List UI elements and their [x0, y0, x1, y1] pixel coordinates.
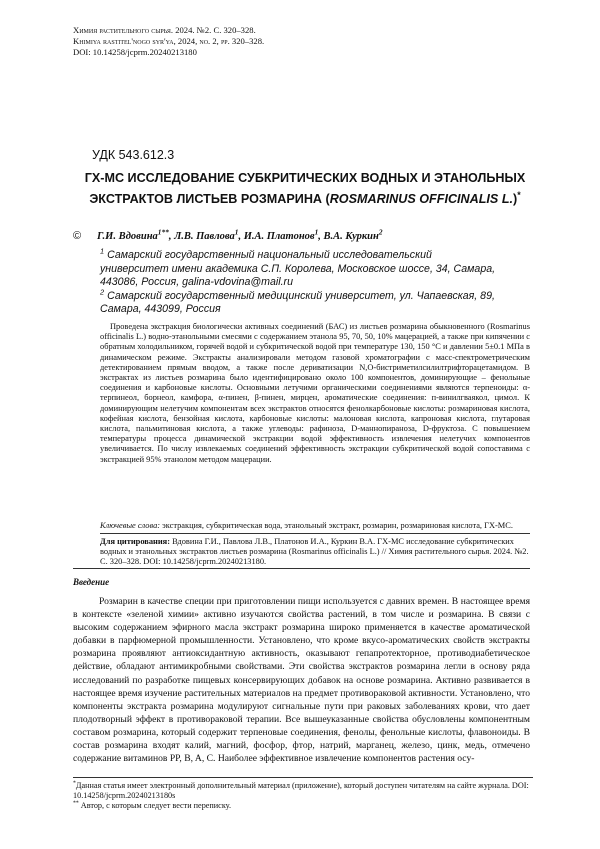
journal-header-en: Khimiya rastitel'nogo syr'ya, 2024, no. 2, pp. 320–328.	[73, 36, 265, 46]
citation-label: Для цитирования:	[100, 537, 170, 546]
affiliation-text: Самарский государственный медицинский университет, ул. Чапаевская, 89, Самара, 443099, Россия	[100, 289, 495, 315]
keywords-text: экстракция, субкритическая вода, этанольный экстракт, розмарин, розмариновая кислота, ГХ-МС.	[162, 521, 513, 530]
journal-header-ru: Химия растительного сырья. 2024. №2. С. 320–328.	[73, 25, 256, 35]
section-heading: Введение	[73, 577, 110, 587]
author-sup: 1	[314, 227, 319, 237]
title-species: ROSMARINUS OFFICINALIS L.	[329, 192, 514, 206]
author: В.А. Куркин	[323, 231, 379, 242]
affiliation-text: Самарский государственный национальный исследовательский университет имени академика С.П. Королева, Московское шоссе, 34, Самара, 443086, Россия, galina-vdovina@mail.ru	[100, 249, 496, 288]
affiliation	[100, 246, 500, 290]
title-main: ГХ-МС ИССЛЕДОВАНИЕ СУБКРИТИЧЕСКИХ ВОДНЫХ И ЭТАНОЛЬНЫХ ЭКСТРАКТОВ ЛИСТЬЕВ РОЗМАРИНА (	[84, 171, 526, 206]
introduction-section	[73, 568, 530, 765]
udk-code: УДК 543.612.3	[92, 148, 175, 162]
footnote	[73, 801, 533, 811]
keywords	[100, 521, 530, 531]
footnotes	[73, 777, 533, 812]
copyright-sign: ©	[73, 230, 82, 242]
title-tail: )	[513, 192, 518, 206]
author-sup: 2	[378, 227, 383, 237]
author: Г.И. Вдовина	[97, 231, 158, 242]
author-sup: 1	[234, 227, 239, 237]
footnote	[73, 781, 533, 801]
abstract-text: Проведена экстракция биологически активных соединений (БАС) из листьев розмарина обыкновенного (Rosmarinus officinalis L.) водно-этанольными смесями с содержанием этанола 95, 70, 50, 10% мацерацией, а также при кипячении с обратным холодильником, горячей водой и субкритической водой при температуре 130, 150 °С и давлении 5±0.1 МПа в динамическом режиме. Экстракты анализировали методом газовой хроматографии с масс-спектрометрическим детектированием прямым вводом, а также после дериватизации N,O-бистриметилсилилтрифторацетамидом. В экстрактах из листьев розмарина было идентифицировано около 100 компонентов, доминирующие – фенольные соединения и карбоновые кислоты. Основными летучими органическими соединениями являются терпеноиды: α-терпинеол, борнеол, камфора, α-пинен, β-пинен, мирцен, ароматические соединения: п-винилгваякол, цимол. К доминирующим нелетучим компонентам всех экстрактов относятся фенолкарбоновые кислоты: розмариновая кислота, кофейная кислота, бензойная кислота, карбоновые кислоты: малоновая кислота, капроновая кислота, глутаровая кислота, пальмитиновая кислота, а также углеводы: рафиноза, D-маннопираноза, D-фруктоза. С повышением температуры процесса динамической экстракции водой эффективность извлечения нелетучих компонентов увеличивается. По числу извлекаемых соединений эффективность экстракции субкритической водой сопоставима с экстракцией 95% этанолом методом мацерации.	[100, 322, 530, 464]
author-sup: 1**	[157, 227, 169, 237]
body-paragraph: Розмарин в качестве специи при приготовлении пищи используется с давних времен. В настоящее время в контексте «зеленой химии» активно изучаются свойства растений, в том числе и розмарина. В связи с высоким содержанием эфирного масла экстракт розмарина широко применяется в качестве ароматической добавки в парфюмерной промышленности. Установлено, что кроме вкусо-ароматических свойств экстракты розмарина проявляют антиоксидантную активность, оказывают гепапротекторное, противодиабетическое действие, обладают антимикробными свойствами. Эти свойства экстрактов розмарина легли в основу ряда исследований по разработке пищевых консервирующих добавок на основе розмарина. Активно развивается в настоящее время изучение растительных материалов на предмет противораковой активности. Установлено, что компоненты экстракта розмарина модулируют сигнальные пути при раковых заболеваниях крови, что дает плодотворный эффект в противораковой терапии. Все вышеуказанные свойства обусловлены компонентным составом розмарина, который содержит терпеновые соединения, фенолы, фенольные кислоты, флавоноиды. В состав розмарина входят калий, магний, фосфор, фтор, натрий, марганец, железо, цинк, медь, отмечено содержание витаминов PP, B, A, C. Наиболее эффективное извлечение компонентов растения осу-	[73, 596, 530, 765]
journal-doi: DOI: 10.14258/jcprm.20240213180	[73, 47, 197, 57]
affiliations	[100, 246, 500, 317]
affiliation-sup: 2	[100, 286, 105, 296]
author-list: Г.И. Вдовина$^{1**}$, Л.В. Павлова$^1$, И.А. Платонов$^1$, В.А. Куркин$^2$	[97, 227, 383, 242]
affiliation-sup: 1	[100, 246, 105, 256]
footnote-text: Автор, с которым следует вести переписку.	[80, 801, 231, 811]
footnote-mark: *	[73, 780, 76, 787]
citation-block	[100, 533, 530, 568]
title-footnote-mark: *	[517, 189, 521, 200]
abstract	[100, 322, 530, 465]
footnote-text: Данная статья имеет электронный дополнительный материал (приложение), который доступен читателям на сайте журнала. DOI: 10.14258/jcprm.20240213180s	[73, 781, 529, 801]
citation-text: Вдовина Г.И., Павлова Л.В., Платонов И.А., Куркин В.А. ГХ-МС исследование субкритических водных и этанольных экстрактов листьев розмарина (Rosmarinus officinalis L.) // Химия растительного сырья. 2024. №2. С. 320–328. DOI: 10.14258/jcprm.20240213180.	[100, 537, 529, 567]
author: И.А. Платонов	[243, 231, 315, 242]
affiliation	[100, 286, 500, 317]
article-title	[70, 168, 540, 210]
keywords-label: Ключевые слова:	[100, 521, 161, 530]
author: Л.В. Павлова	[174, 231, 235, 242]
footnote-mark: **	[73, 800, 79, 807]
